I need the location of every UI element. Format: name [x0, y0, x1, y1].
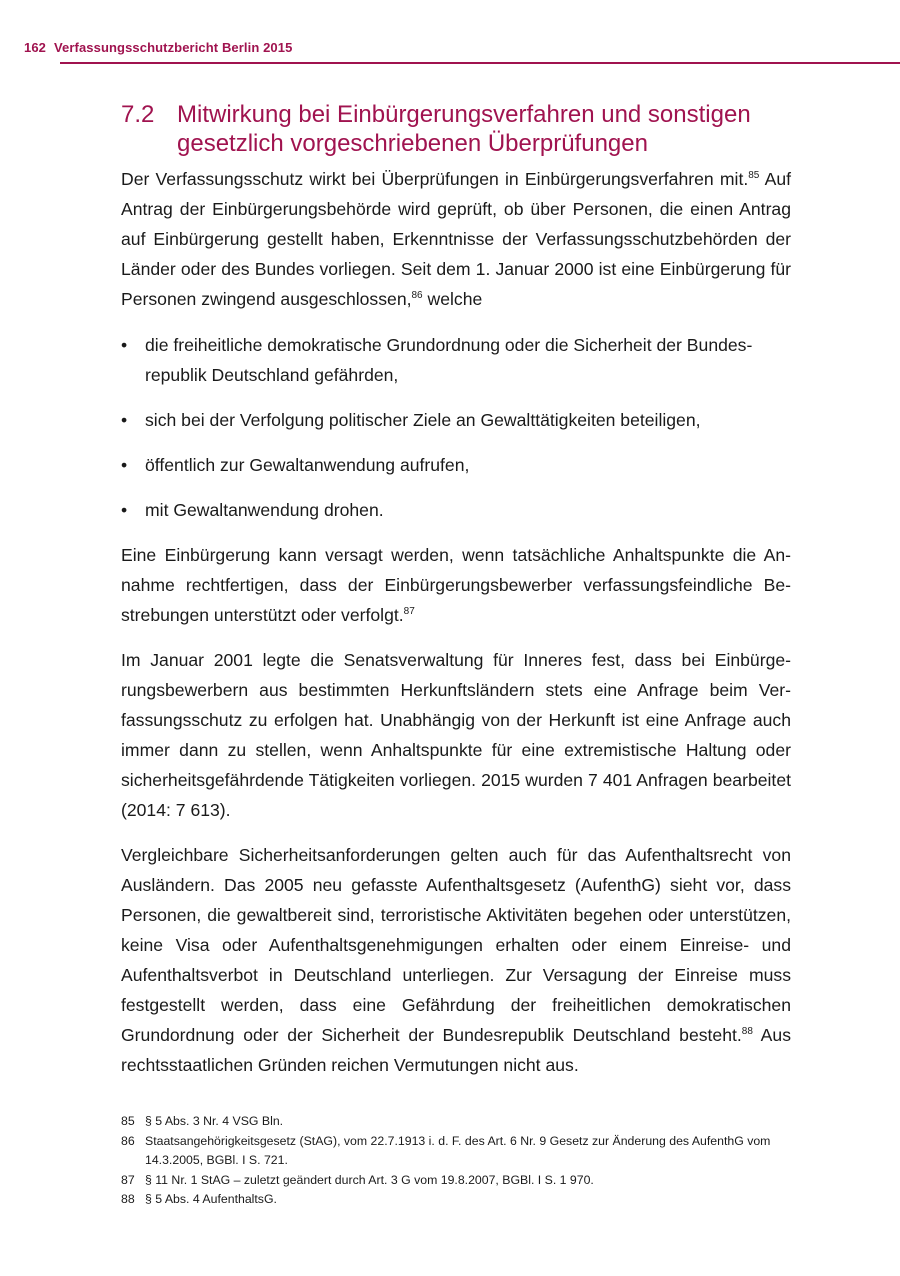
footnotes [121, 1112, 791, 1210]
residence-paragraph [121, 840, 791, 1080]
intro-paragraph [121, 164, 791, 314]
list-item-text: mit Gewaltanwendung drohen. [145, 500, 384, 520]
footnote-ref-85[interactable]: 85 [748, 170, 760, 181]
footnote [121, 1132, 791, 1171]
residence-text-2: Aus rechtsstaatlichen Gründen reichen Vermutungen nicht aus. [121, 1025, 791, 1075]
publication-title: Verfassungsschutzbericht Berlin 2015 [54, 40, 293, 55]
footnote [121, 1171, 791, 1191]
footnote-number: 87 [121, 1172, 135, 1187]
footnote-text: § 5 Abs. 3 Nr. 4 VSG Bln. [145, 1114, 284, 1128]
list-item-text: die freiheitliche demokratische Grundordnung oder die Sicherheit der Bundesrepublik Deutschland gefährden, [145, 335, 753, 385]
list-item-text: sich bei der Verfolgung politischer Ziele an Gewalttätigkeiten beteiligen, [145, 410, 701, 430]
footnote [121, 1190, 791, 1210]
list-item-text: öffentlich zur Gewaltanwendung aufrufen, [145, 455, 470, 475]
bullet-icon: • [121, 335, 128, 355]
footnote-ref-88[interactable]: 88 [741, 1026, 753, 1037]
footnote-number: 86 [121, 1133, 135, 1148]
list-item [121, 405, 791, 435]
intro-text-2: Auf Antrag der Einbürgerungsbehörde wird geprüft, ob über Personen, die einen Antrag auf Einbürgerung gestellt haben, Erkenntnisse der Verfassungsschutzbehörden der Länder oder des Bundes vorliegen. Seit dem 1. Januar 2000 ist eine Einbürgerung für Personen zwingend ausgeschlossen, [121, 169, 791, 309]
senate-paragraph: Im Januar 2001 legte die Senatsverwaltung für Inneres fest, dass bei Einbürgerungsbewerbern aus bestimmten Herkunftsländern stets eine Anfrage beim Verfassungsschutz zu erfolgen hat. Unabhängig von der Herkunft ist eine Anfrage auch immer dann zu stellen, wenn Anhaltspunkte für eine extremistische Haltung oder sicherheitsgefährdende Tätigkeiten vorliegen. 2015 wurden 7 401 Anfragen bearbeitet (2014: 7 613). [121, 650, 791, 820]
running-head [24, 40, 292, 55]
footnote-text: Staatsangehörigkeitsgesetz (StAG), vom 22.7.1913 i. d. F. des Art. 6 Nr. 9 Gesetz zur Änderung des AufenthG vom 14.3.2005, BGBl. I S. 721. [145, 1133, 771, 1167]
footnote-ref-87[interactable]: 87 [403, 606, 415, 617]
header-rule [60, 62, 900, 64]
bullet-icon: • [121, 455, 128, 475]
intro-text-3: welche [422, 289, 483, 309]
footnote [121, 1112, 791, 1132]
list-item [121, 495, 791, 525]
footnote-text: § 5 Abs. 4 AufenthaltsG. [145, 1192, 277, 1206]
residence-text: Vergleichbare Sicherheitsanforderungen gelten auch für das Aufenthaltsrecht von Ausländern. Das 2005 neu gefasste Aufenthaltsgesetz (AufenthG) sieht vor, dass Personen, die gewaltbereit sind, terroristische Aktivitäten begehen oder unterstützen, keine Visa oder Aufenthaltsgenehmigungen erhalten oder einem Einreise- und Aufenthaltsverbot in Deutschland unterliegen. Zur Versagung der Einreise muss festgestellt werden, dass eine Gefährdung der freiheitlichen demokratischen Grundordnung oder der Sicherheit der Bundesrepublik Deutschland besteht. [121, 845, 791, 1045]
bullet-icon: • [121, 410, 128, 430]
exclusion-list [121, 330, 791, 525]
section-number: 7.2 [121, 101, 155, 128]
main-content [121, 100, 791, 1080]
list-item [121, 450, 791, 480]
page-number: 162 [24, 40, 46, 55]
refusal-text: Eine Einbürgerung kann versagt werden, wenn tatsächliche Anhaltspunkte die Annahme rechtfertigen, dass der Einbürgerungsbewerber verfassungsfeindliche Bestrebungen unterstützt oder verfolgt. [121, 545, 791, 625]
bullet-icon: • [121, 500, 128, 520]
footnote-text: § 11 Nr. 1 StAG – zuletzt geändert durch Art. 3 G vom 19.8.2007, BGBl. I S. 1 970. [145, 1172, 594, 1187]
footnote-number: 85 [121, 1114, 135, 1128]
intro-text: Der Verfassungsschutz wirkt bei Überprüfungen in Einbürgerungsverfahren mit. [121, 169, 749, 189]
footnote-ref-86[interactable]: 86 [411, 290, 423, 301]
list-item [121, 330, 791, 390]
footnote-number: 88 [121, 1192, 135, 1206]
section-title: Mitwirkung bei Einbürgerungsverfahren und sonstigen gesetzlich vorgeschriebenen Überprüfungen [177, 101, 751, 157]
refusal-paragraph [121, 540, 791, 630]
section-heading [121, 100, 791, 158]
